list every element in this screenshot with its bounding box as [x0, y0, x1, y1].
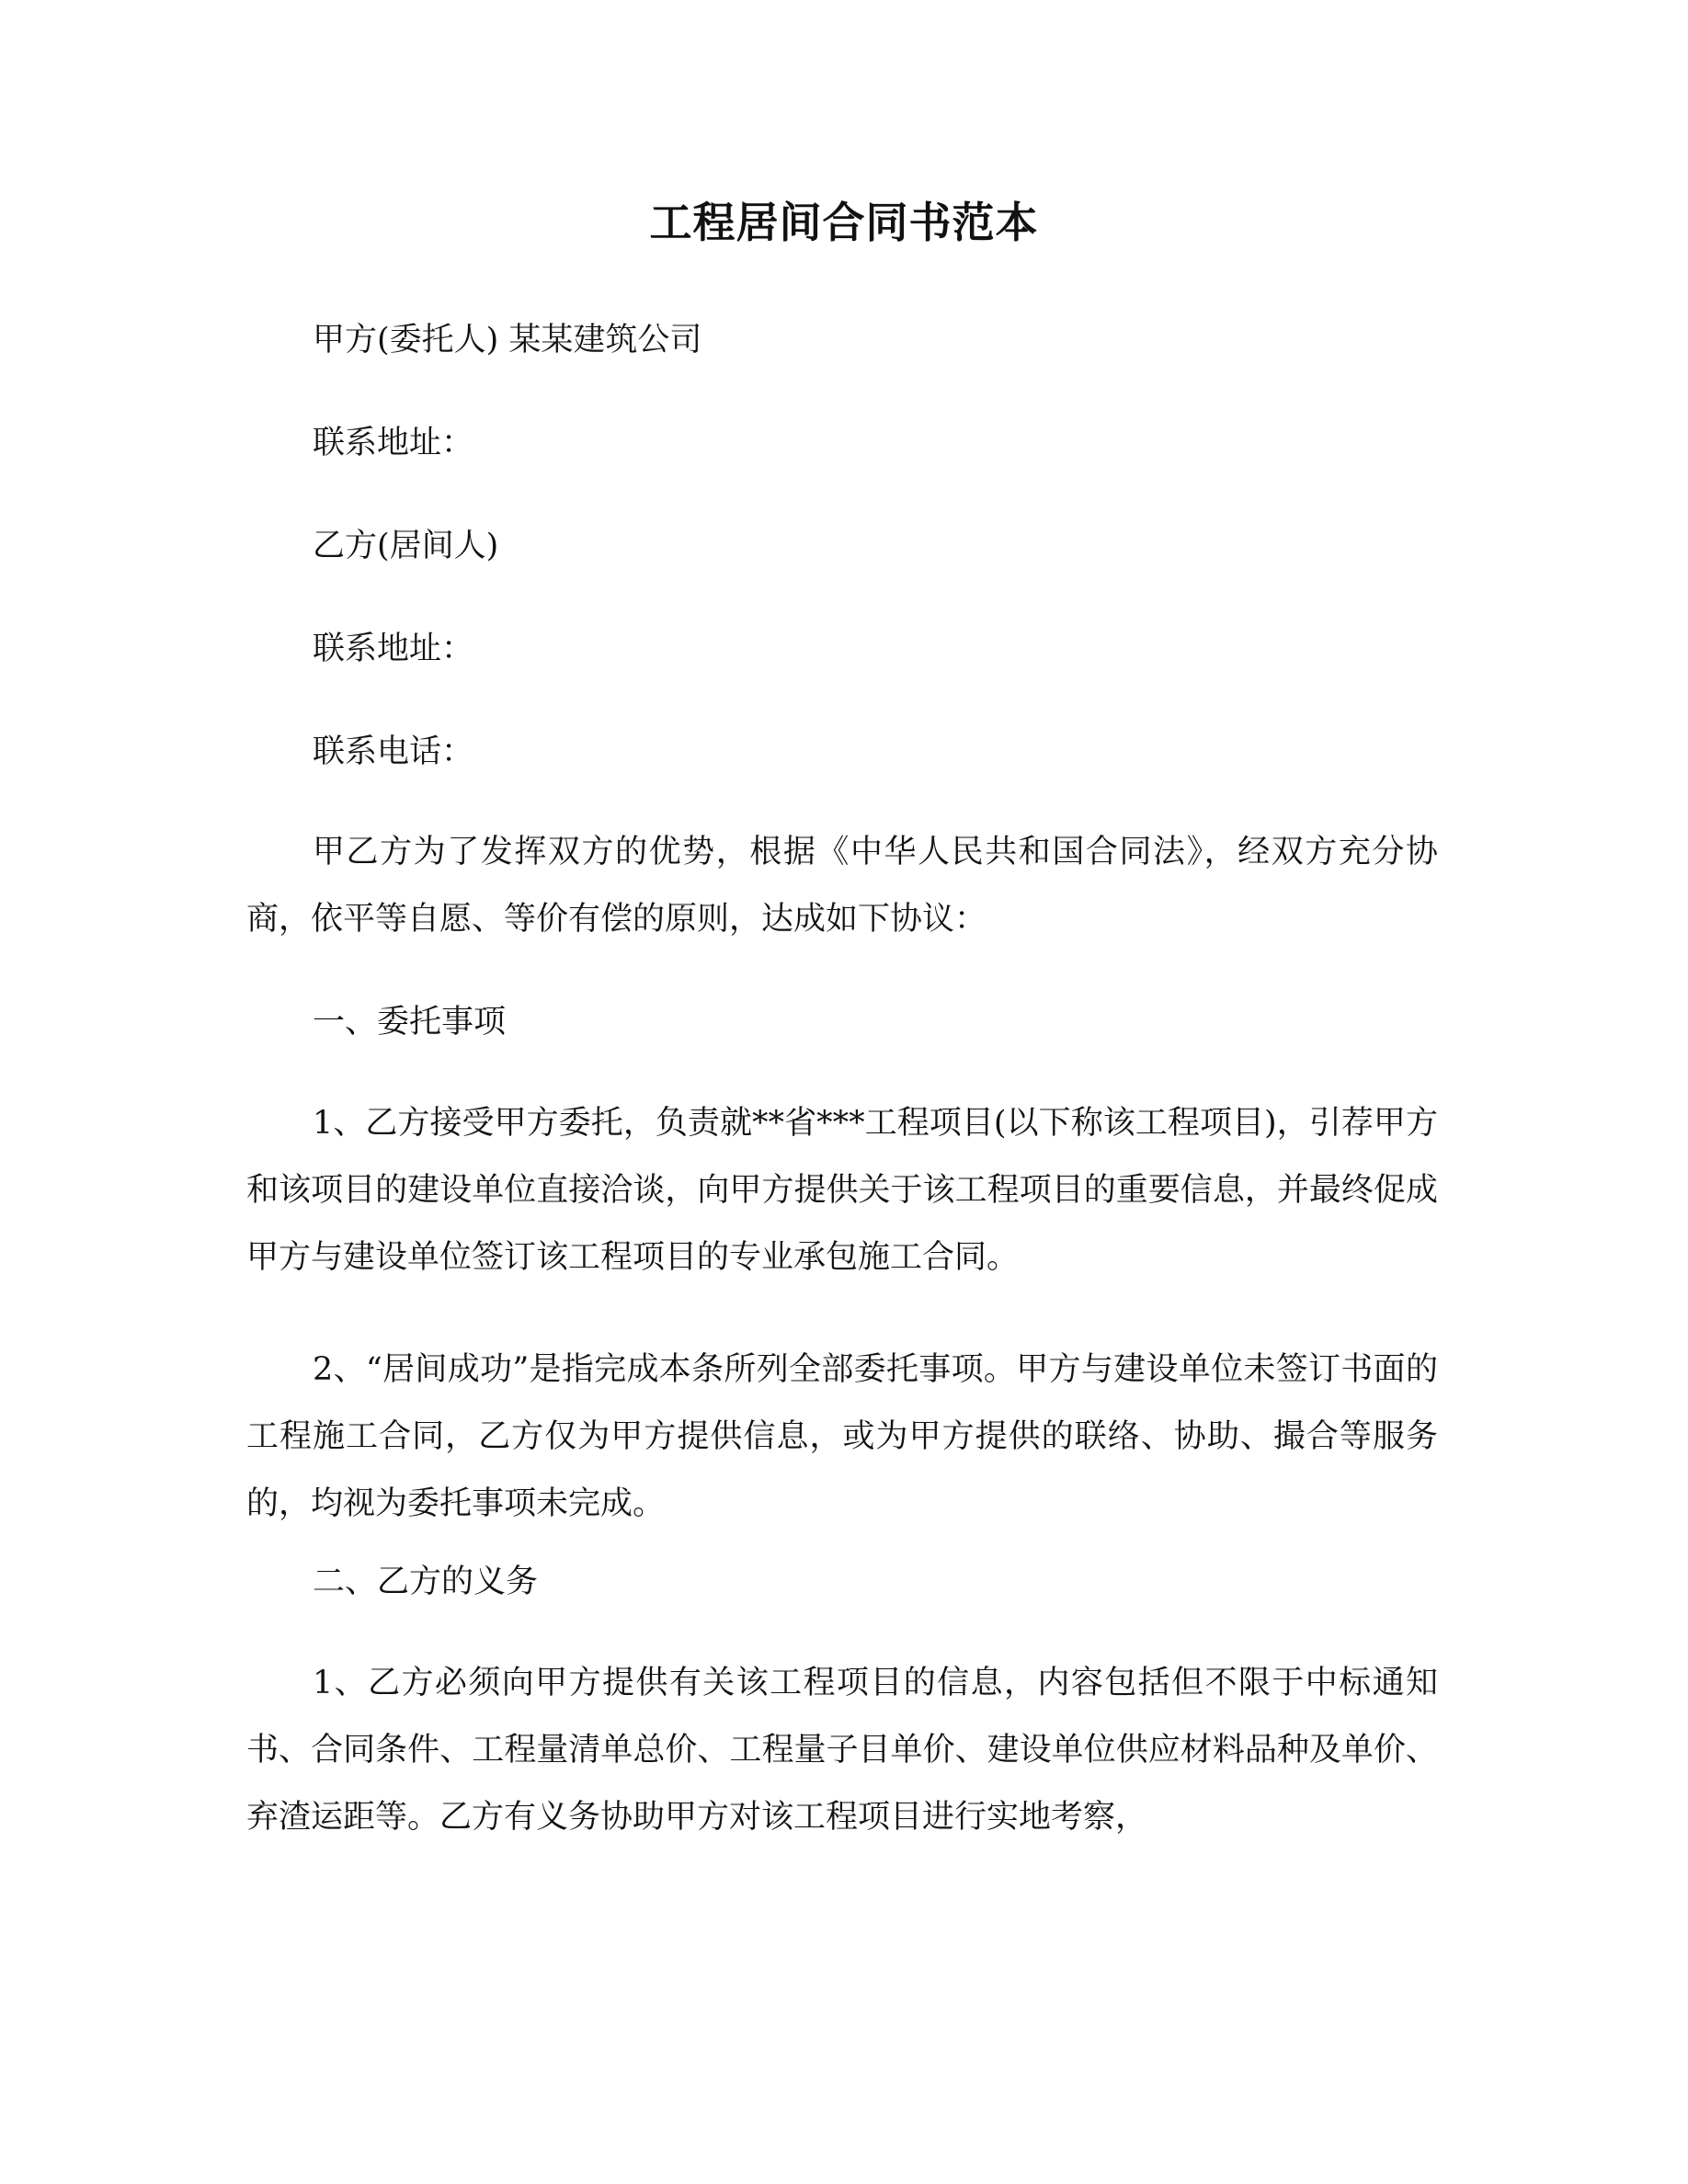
party-a-address-line: 联系地址：: [313, 425, 474, 461]
section-2-item-1: 1、乙方必须向甲方提供有关该工程项目的信息，内容包括但不限于中标通知书、合同条件、工程量清单总价、工程量子目单价、建设单位供应材料品种及单价、弃渣运距等。乙方有义务协助甲方对该工程项目进行实地考察，: [246, 1665, 1438, 1836]
section-1-item-1: 1、乙方接受甲方委托，负责就**省***工程项目(以下称该工程项目)，引荐甲方和该项目的建设单位直接洽谈，向甲方提供关于该工程项目的重要信息，并最终促成甲方与建设单位签订该工程项目的专业承包施工合同。: [246, 1105, 1438, 1276]
section-1-heading: 一、委托事项: [313, 1004, 507, 1041]
party-a-line: 甲方(委托人) 某某建筑公司: [313, 322, 702, 358]
preamble-paragraph: 甲乙方为了发挥双方的优势，根据《中华人民共和国合同法》，经双方充分协商，依平等自愿、等价有偿的原则，达成如下协议：: [246, 834, 1438, 938]
party-b-phone-line: 联系电话：: [313, 734, 474, 770]
section-1-item-2: 2、“居间成功”是指完成本条所列全部委托事项。甲方与建设单位未签订书面的工程施工合同，乙方仅为甲方提供信息，或为甲方提供的联络、协助、撮合等服务的，均视为委托事项未完成。: [246, 1351, 1438, 1522]
party-b-line: 乙方(居间人): [313, 528, 499, 564]
section-2-heading: 二、乙方的义务: [313, 1564, 539, 1600]
party-b-address-line: 联系地址：: [313, 631, 474, 667]
document-title: 工程居间合同书范本: [649, 198, 1039, 247]
